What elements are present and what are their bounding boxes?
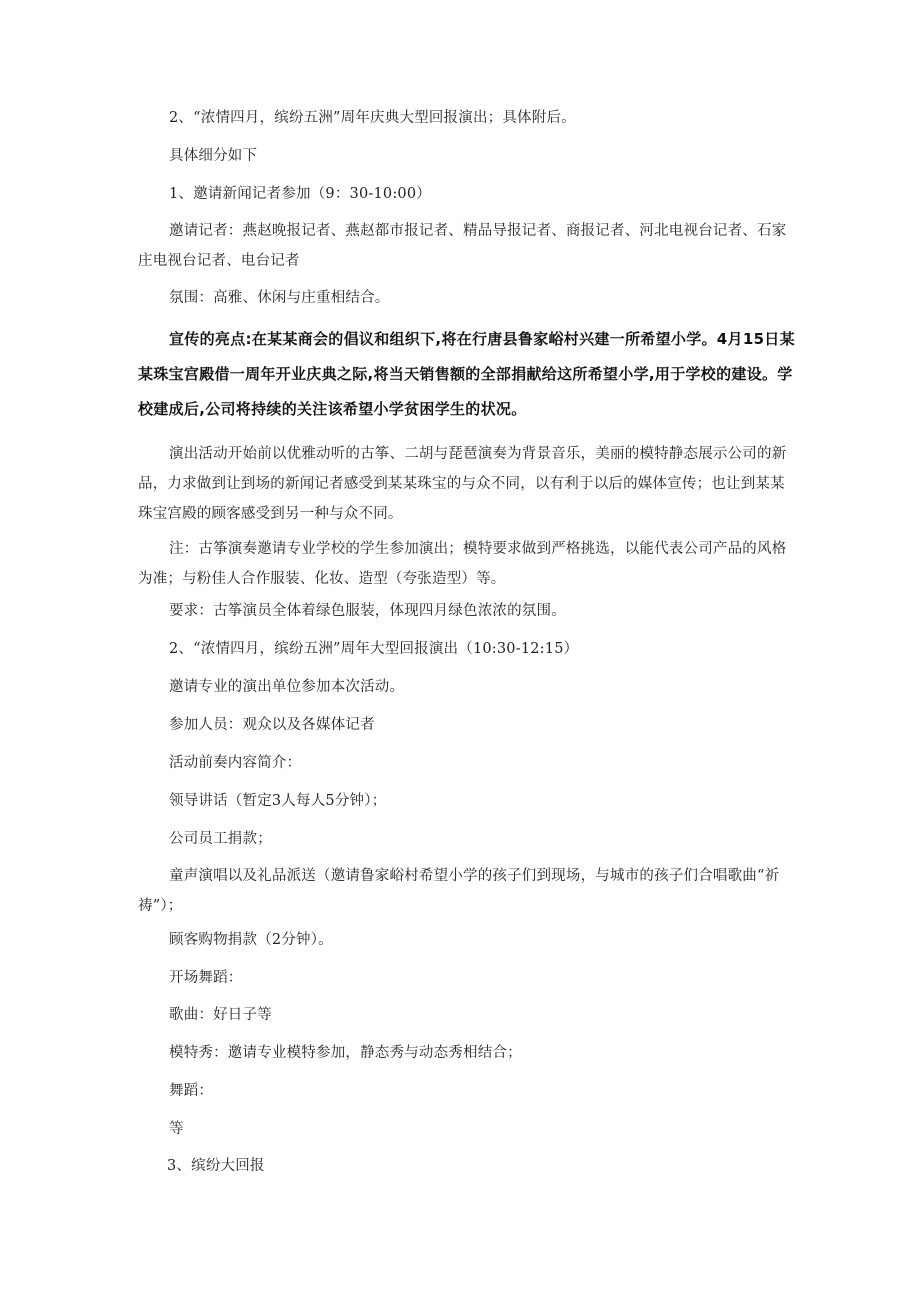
paragraph-note: 注：古筝演奏邀请专业学校的学生参加演出；模特要求做到严格挑选，以能代表公司产品的风格为准；与粉佳人合作服装、化妆、造型（夸张造型）等。 <box>138 541 787 587</box>
paragraph-breakdown-heading: 具体细分如下 <box>169 148 258 164</box>
paragraph-children-singing: 童声演唱以及礼品派送（邀请鲁家峪村希望小学的孩子们到现场，与城市的孩子们合唱歌曲“祈祷”）； <box>138 868 780 914</box>
paragraph-invite-reporters: 1、邀请新闻记者参加（9：30-10:00） <box>169 186 431 202</box>
paragraph-leader-speech: 领导讲话（暂定3人每人5分钟）； <box>169 793 387 809</box>
paragraph-highlight: 宣传的亮点:在某某商会的倡议和组织下,将在行唐县鲁家峪村兴建一所希望小学。4月15日某某珠宝宫殿借一周年开业庆典之际,将当天销售额的全部捐献给这所希望小学,用于学校的建设。学校建成后,公司将持续的关注该希望小学贫困学生的状况。 <box>138 330 795 418</box>
paragraph-etc: 等 <box>169 1121 184 1137</box>
paragraph-dance: 舞蹈： <box>169 1083 214 1099</box>
paragraph-opening-dance: 开场舞蹈： <box>169 970 243 986</box>
paragraph-model-show: 模特秀：邀请专业模特参加，静态秀与动态秀相结合； <box>169 1045 522 1061</box>
paragraph-songs: 歌曲：好日子等 <box>169 1007 272 1023</box>
paragraph-atmosphere: 氛围：高雅、休闲与庄重相结合。 <box>169 290 390 306</box>
paragraph-item-2-show: 2、“浓情四月，缤纷五洲”周年大型回报演出（10:30-12:15） <box>169 641 579 657</box>
paragraph-invite-performers: 邀请专业的演出单位参加本次活动。 <box>169 679 405 695</box>
paragraph-item-3: 3、缤纷大回报 <box>167 1158 265 1174</box>
paragraph-staff-donation: 公司员工捐款； <box>169 831 272 847</box>
paragraph-customer-donation: 顾客购物捐款（2分钟）。 <box>169 932 333 948</box>
paragraph-reporter-list: 邀请记者：燕赵晚报记者、燕赵都市报记者、精品导报记者、商报记者、河北电视台记者、石家庄电视台记者、电台记者 <box>138 223 787 269</box>
paragraph-prelude: 活动前奏内容简介： <box>169 755 302 771</box>
paragraph-item-2-celebration: 2、“浓情四月，缤纷五洲”周年庆典大型回报演出；具体附后。 <box>169 110 576 126</box>
paragraph-participants: 参加人员：观众以及各媒体记者 <box>169 717 375 733</box>
paragraph-performance-intro: 演出活动开始前以优雅动听的古筝、二胡与琵琶演奏为背景音乐，美丽的模特静态展示公司的新品，力求做到让到场的新闻记者感受到某某珠宝的与众不同，以有利于以后的媒体宣传；也让到某某珠宝宫殿的顾客感受到另一种与众不同。 <box>138 446 787 522</box>
paragraph-requirement: 要求：古筝演员全体着绿色服装，体现四月绿色浓浓的氛围。 <box>169 603 566 619</box>
